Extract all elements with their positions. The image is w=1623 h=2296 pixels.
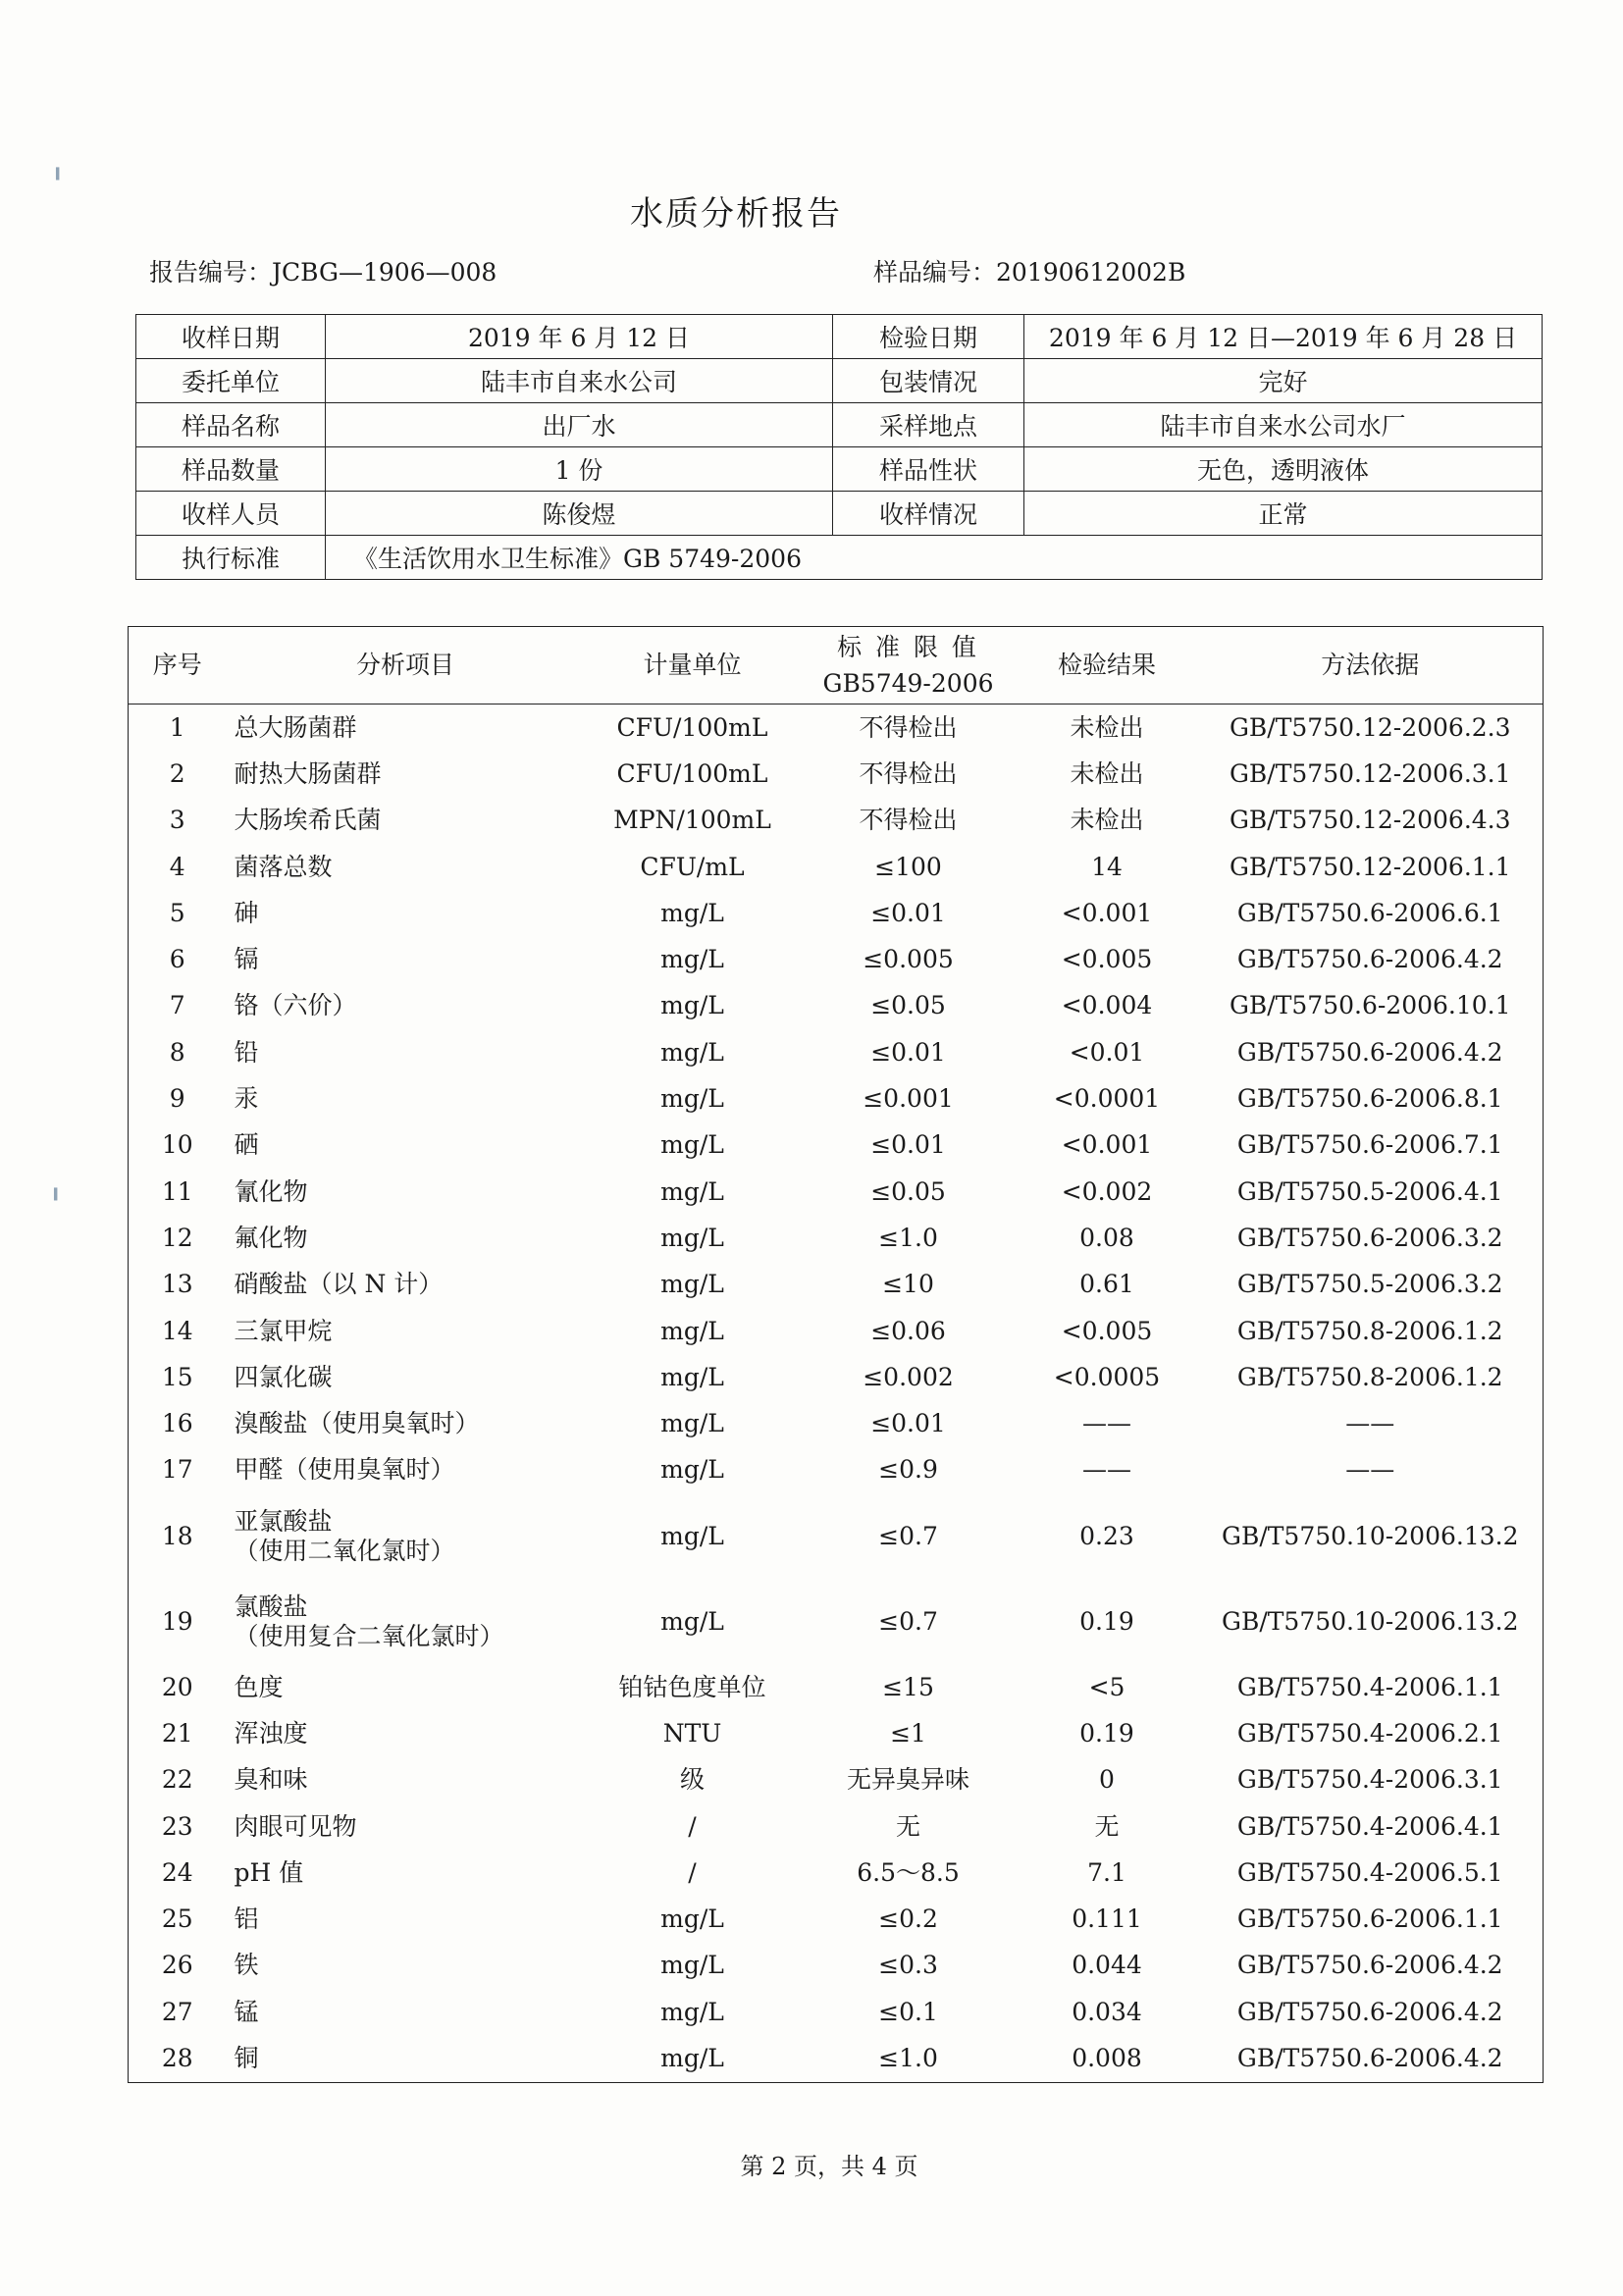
header-limit [801, 627, 1017, 704]
row-method: GB/T5750.12-2006.1.1 [1229, 852, 1511, 881]
info-label: 样品名称 [136, 403, 326, 447]
row-no: 6 [169, 945, 185, 974]
row-item-name: 铁 [234, 1951, 259, 1980]
table-row [129, 751, 1544, 797]
table-row [129, 1447, 1544, 1493]
table-row [129, 1493, 1544, 1579]
row-result: <5 [1088, 1672, 1126, 1701]
info-label: 执行标准 [136, 536, 326, 580]
row-method: GB/T5750.6-2006.10.1 [1229, 991, 1511, 1020]
info-row [136, 359, 1543, 403]
row-item-name: pH 值 [234, 1857, 304, 1887]
table-row [129, 1075, 1544, 1122]
row-limit: ≤0.001 [863, 1084, 954, 1114]
row-no: 12 [161, 1223, 193, 1252]
row-no: 11 [161, 1176, 193, 1206]
row-result: 0.61 [1079, 1270, 1134, 1299]
table-row [129, 1943, 1544, 1989]
row-unit: mg/L [660, 1316, 724, 1345]
row-unit: mg/L [660, 2044, 724, 2073]
row-method: GB/T5750.4-2006.1.1 [1236, 1672, 1503, 1701]
row-result: 0.044 [1072, 1951, 1142, 1980]
row-result: <0.0001 [1053, 1084, 1161, 1114]
row-item-name: 亚氯酸盐 [234, 1506, 333, 1536]
row-item [227, 1400, 585, 1446]
row-item-name: 臭和味 [234, 1765, 308, 1795]
scan-mark: ╹ [51, 169, 65, 193]
row-method: GB/T5750.8-2006.1.2 [1236, 1362, 1503, 1391]
info-value-standard: 《生活饮用水卫生标准》GB 5749-2006 [326, 536, 1543, 580]
row-limit: ≤0.1 [878, 1997, 938, 2026]
row-result: <0.0005 [1053, 1362, 1161, 1391]
row-unit: mg/L [660, 1997, 724, 2026]
report-number: 报告编号：JCBG—1906—008 [149, 258, 497, 287]
table-row [129, 798, 1544, 844]
results-table [128, 626, 1544, 2083]
row-no: 9 [169, 1084, 185, 1114]
row-result: 未检出 [1070, 806, 1144, 835]
row-limit: ≤1.0 [878, 2044, 938, 2073]
info-label: 检验日期 [833, 315, 1024, 359]
header-limit-line2: GB5749-2006 [822, 669, 994, 698]
row-item [227, 1308, 585, 1354]
table-row [129, 1308, 1544, 1354]
row-item [227, 1029, 585, 1075]
row-limit: 不得检出 [859, 806, 958, 835]
row-item-name: 总大肠菌群 [234, 712, 357, 742]
row-result: —— [1082, 1409, 1131, 1438]
row-method: GB/T5750.6-2006.7.1 [1236, 1130, 1503, 1160]
row-item [227, 1943, 585, 1989]
row-method: GB/T5750.12-2006.3.1 [1229, 758, 1511, 788]
row-item-name: 铅 [234, 1037, 259, 1067]
row-result: <0.002 [1061, 1176, 1153, 1206]
row-no: 2 [169, 758, 185, 788]
row-item-name: 铬（六价） [234, 991, 357, 1020]
row-unit: mg/L [660, 945, 724, 974]
row-unit: mg/L [660, 1037, 724, 1067]
table-row [129, 1262, 1544, 1308]
table-row [129, 1850, 1544, 1896]
row-item [227, 1122, 585, 1169]
row-item [227, 1989, 585, 2035]
row-method: GB/T5750.5-2006.4.1 [1236, 1176, 1503, 1206]
row-item-name: 肉眼可见物 [234, 1811, 357, 1841]
scan-mark: ╹ [49, 1189, 63, 1214]
info-value: 陈俊煜 [326, 492, 833, 536]
row-method: GB/T5750.4-2006.2.1 [1236, 1718, 1503, 1748]
row-limit: 不得检出 [859, 758, 958, 788]
row-method: GB/T5750.6-2006.8.1 [1236, 1084, 1503, 1114]
row-unit: mg/L [660, 898, 724, 927]
table-row [129, 1169, 1544, 1215]
info-value: 完好 [1024, 359, 1543, 403]
row-method: GB/T5750.12-2006.2.3 [1229, 712, 1511, 742]
row-result: 0.23 [1079, 1521, 1134, 1550]
row-unit: mg/L [660, 1521, 724, 1550]
table-row [129, 936, 1544, 982]
sample-info-table [135, 314, 1543, 580]
row-limit: 无 [895, 1811, 920, 1841]
row-item [227, 1447, 585, 1493]
row-unit: mg/L [660, 1270, 724, 1299]
row-item-name: 硒 [234, 1130, 259, 1160]
row-limit: ≤10 [882, 1270, 934, 1299]
table-row [129, 1664, 1544, 1710]
row-result: —— [1082, 1455, 1131, 1485]
row-item-name: 氟化物 [234, 1223, 308, 1252]
table-row [129, 704, 1544, 752]
row-no: 19 [161, 1606, 193, 1636]
row-item [227, 2035, 585, 2082]
row-limit: ≤0.005 [863, 945, 954, 974]
row-method: GB/T5750.10-2006.13.2 [1221, 1521, 1519, 1550]
header-unit: 计量单位 [585, 627, 801, 704]
row-item-name: 三氯甲烷 [234, 1316, 333, 1345]
row-item [227, 798, 585, 844]
header-limit-line1: 标 准 限 值 [837, 632, 979, 661]
info-row [136, 403, 1543, 447]
row-no: 4 [169, 852, 185, 881]
row-limit: ≤100 [874, 852, 942, 881]
info-label: 收样日期 [136, 315, 326, 359]
info-value: 陆丰市自来水公司水厂 [1024, 403, 1543, 447]
row-result: 7.1 [1087, 1857, 1126, 1887]
row-method: GB/T5750.4-2006.4.1 [1236, 1811, 1503, 1841]
row-item-name: 砷 [234, 898, 259, 927]
report-title: 水质分析报告 [630, 194, 842, 234]
row-no: 27 [161, 1997, 193, 2026]
row-method: GB/T5750.4-2006.3.1 [1236, 1765, 1503, 1795]
info-value: 正常 [1024, 492, 1543, 536]
row-result: 14 [1091, 852, 1123, 881]
row-item [227, 1215, 585, 1261]
row-method: GB/T5750.6-2006.1.1 [1236, 1905, 1503, 1934]
row-item [227, 1262, 585, 1308]
row-item-note: （使用二氧化氯时） [234, 1536, 455, 1565]
row-result: 未检出 [1070, 712, 1144, 742]
row-unit: mg/L [660, 991, 724, 1020]
row-method: GB/T5750.6-2006.4.2 [1236, 1037, 1503, 1067]
row-no: 10 [161, 1130, 193, 1160]
row-result: 0.08 [1079, 1223, 1134, 1252]
info-value: 2019 年 6 月 12 日—2019 年 6 月 28 日 [1024, 315, 1543, 359]
row-unit: 铂钴色度单位 [618, 1672, 766, 1701]
row-item [227, 751, 585, 797]
row-item-name: 色度 [234, 1672, 284, 1701]
row-result: <0.01 [1069, 1037, 1145, 1067]
row-method: GB/T5750.8-2006.1.2 [1236, 1316, 1503, 1345]
info-label: 收样人员 [136, 492, 326, 536]
header-no: 序号 [129, 627, 227, 704]
row-item [227, 936, 585, 982]
row-result: 0.19 [1079, 1718, 1134, 1748]
row-method: GB/T5750.6-2006.4.2 [1236, 1951, 1503, 1980]
row-result: <0.001 [1061, 1130, 1153, 1160]
table-row [129, 1897, 1544, 1943]
row-item-name: 氯酸盐 [234, 1592, 308, 1621]
row-item [227, 1075, 585, 1122]
row-unit: mg/L [660, 1455, 724, 1485]
row-no: 25 [161, 1905, 193, 1934]
row-result: 未检出 [1070, 758, 1144, 788]
row-item-note: （使用复合二氧化氯时） [234, 1621, 504, 1650]
row-unit: mg/L [660, 1951, 724, 1980]
row-limit: ≤1.0 [878, 1223, 938, 1252]
row-method: GB/T5750.4-2006.5.1 [1236, 1857, 1503, 1887]
row-unit: mg/L [660, 1362, 724, 1391]
row-item [227, 1850, 585, 1896]
row-unit: mg/L [660, 1084, 724, 1114]
row-unit: 级 [679, 1765, 705, 1795]
row-result: 0.008 [1072, 2044, 1142, 2073]
row-unit: mg/L [660, 1409, 724, 1438]
row-limit: ≤0.05 [870, 1176, 946, 1206]
row-no: 16 [161, 1409, 193, 1438]
row-unit: mg/L [660, 1905, 724, 1934]
row-no: 15 [161, 1362, 193, 1391]
row-no: 23 [161, 1811, 193, 1841]
row-no: 1 [169, 712, 185, 742]
row-no: 13 [161, 1270, 193, 1299]
info-label: 样品数量 [136, 447, 326, 492]
row-item [227, 1493, 585, 1579]
row-result: 0.19 [1079, 1606, 1134, 1636]
info-label: 采样地点 [833, 403, 1024, 447]
row-limit: ≤0.01 [870, 1037, 946, 1067]
row-item [227, 890, 585, 936]
row-limit: ≤0.01 [870, 1130, 946, 1160]
row-method: GB/T5750.10-2006.13.2 [1221, 1606, 1519, 1636]
info-label: 包装情况 [833, 359, 1024, 403]
row-unit: mg/L [660, 1176, 724, 1206]
row-item-name: 浑浊度 [234, 1718, 308, 1748]
row-unit: / [688, 1857, 697, 1887]
row-item-name: 汞 [234, 1084, 259, 1114]
row-unit: CFU/100mL [616, 758, 768, 788]
row-item-name: 菌落总数 [234, 852, 333, 881]
header-item: 分析项目 [227, 627, 585, 704]
row-result: 0.034 [1072, 1997, 1142, 2026]
header-result: 检验结果 [1017, 627, 1198, 704]
info-value: 1 份 [326, 447, 833, 492]
table-row [129, 1400, 1544, 1446]
table-row [129, 1803, 1544, 1850]
row-no: 5 [169, 898, 185, 927]
row-no: 22 [161, 1765, 193, 1795]
row-item-name: 硝酸盐（以 N 计） [234, 1270, 444, 1299]
results-header-row [129, 627, 1544, 704]
row-item-name: 溴酸盐（使用臭氧时） [234, 1409, 480, 1438]
row-result: 无 [1094, 1811, 1120, 1841]
row-limit: ≤0.7 [878, 1521, 938, 1550]
row-limit: ≤0.3 [878, 1951, 938, 1980]
row-item [227, 1169, 585, 1215]
info-value: 陆丰市自来水公司 [326, 359, 833, 403]
row-item-name: 氰化物 [234, 1176, 308, 1206]
row-unit: mg/L [660, 1606, 724, 1636]
row-result: 0.111 [1072, 1905, 1142, 1934]
row-unit: NTU [662, 1718, 722, 1748]
info-label: 委托单位 [136, 359, 326, 403]
row-limit: 无异臭异味 [846, 1765, 969, 1795]
row-unit: CFU/mL [640, 852, 745, 881]
row-method: GB/T5750.6-2006.4.2 [1236, 1997, 1503, 2026]
row-item-name: 锰 [234, 1997, 259, 2026]
table-row [129, 2035, 1544, 2082]
row-no: 8 [169, 1037, 185, 1067]
row-item [227, 1803, 585, 1850]
row-limit: ≤0.06 [870, 1316, 946, 1345]
row-no: 3 [169, 806, 185, 835]
row-item [227, 983, 585, 1029]
row-unit: mg/L [660, 1130, 724, 1160]
info-value: 出厂水 [326, 403, 833, 447]
row-result: <0.005 [1061, 945, 1153, 974]
row-limit: ≤0.7 [878, 1606, 938, 1636]
row-result: <0.005 [1061, 1316, 1153, 1345]
row-unit: MPN/100mL [613, 806, 771, 835]
info-row-standard [136, 536, 1543, 580]
info-row [136, 447, 1543, 492]
row-limit: ≤0.01 [870, 898, 946, 927]
row-method: GB/T5750.6-2006.6.1 [1236, 898, 1503, 927]
info-value: 无色，透明液体 [1024, 447, 1543, 492]
info-label: 样品性状 [833, 447, 1024, 492]
sample-number: 样品编号：20190612002B [873, 258, 1186, 287]
table-row [129, 890, 1544, 936]
row-no: 17 [161, 1455, 193, 1485]
row-no: 24 [161, 1857, 193, 1887]
row-item [227, 1579, 585, 1664]
row-no: 21 [161, 1718, 193, 1748]
info-row [136, 315, 1543, 359]
info-value: 2019 年 6 月 12 日 [326, 315, 833, 359]
row-no: 28 [161, 2044, 193, 2073]
row-item [227, 1710, 585, 1756]
row-unit: / [688, 1811, 697, 1841]
row-method: GB/T5750.6-2006.4.2 [1236, 2044, 1503, 2073]
row-limit: 不得检出 [859, 712, 958, 742]
row-method: —— [1345, 1409, 1395, 1438]
table-row [129, 1122, 1544, 1169]
row-limit: ≤15 [882, 1672, 934, 1701]
row-method: —— [1345, 1455, 1395, 1485]
row-item [227, 1757, 585, 1803]
row-item-name: 甲醛（使用臭氧时） [234, 1455, 455, 1485]
table-row [129, 1215, 1544, 1261]
info-row [136, 492, 1543, 536]
table-row [129, 1354, 1544, 1400]
row-item [227, 844, 585, 890]
row-limit: ≤0.2 [878, 1905, 938, 1934]
row-limit: ≤0.9 [878, 1455, 938, 1485]
table-row [129, 1757, 1544, 1803]
table-row [129, 983, 1544, 1029]
row-item [227, 704, 585, 752]
info-label: 收样情况 [833, 492, 1024, 536]
row-no: 7 [169, 991, 185, 1020]
row-limit: 6.5～8.5 [857, 1857, 960, 1887]
row-limit: ≤0.002 [863, 1362, 954, 1391]
row-item [227, 1354, 585, 1400]
row-limit: ≤0.05 [870, 991, 946, 1020]
table-row [129, 844, 1544, 890]
row-item-name: 耐热大肠菌群 [234, 758, 382, 788]
row-limit: ≤0.01 [870, 1409, 946, 1438]
row-no: 14 [161, 1316, 193, 1345]
header-method: 方法依据 [1198, 627, 1544, 704]
page-footer: 第 2 页，共 4 页 [740, 2153, 918, 2180]
table-row [129, 1029, 1544, 1075]
row-item-name: 镉 [234, 945, 259, 974]
row-limit: ≤1 [890, 1718, 926, 1748]
row-method: GB/T5750.6-2006.4.2 [1236, 945, 1503, 974]
row-no: 18 [161, 1521, 193, 1550]
table-row [129, 1989, 1544, 2035]
table-row [129, 1579, 1544, 1664]
row-item-name: 大肠埃希氏菌 [234, 806, 382, 835]
row-item [227, 1664, 585, 1710]
row-result: <0.004 [1061, 991, 1153, 1020]
row-item-name: 铝 [234, 1905, 259, 1934]
row-item [227, 1897, 585, 1943]
row-unit: CFU/100mL [616, 712, 768, 742]
row-result: 0 [1099, 1765, 1115, 1795]
row-item-name: 铜 [234, 2044, 259, 2073]
row-method: GB/T5750.6-2006.3.2 [1236, 1223, 1503, 1252]
row-method: GB/T5750.12-2006.4.3 [1229, 806, 1511, 835]
row-no: 20 [161, 1672, 193, 1701]
row-unit: mg/L [660, 1223, 724, 1252]
row-no: 26 [161, 1951, 193, 1980]
row-result: <0.001 [1061, 898, 1153, 927]
table-row [129, 1710, 1544, 1756]
row-item-name: 四氯化碳 [234, 1362, 333, 1391]
row-method: GB/T5750.5-2006.3.2 [1236, 1270, 1503, 1299]
